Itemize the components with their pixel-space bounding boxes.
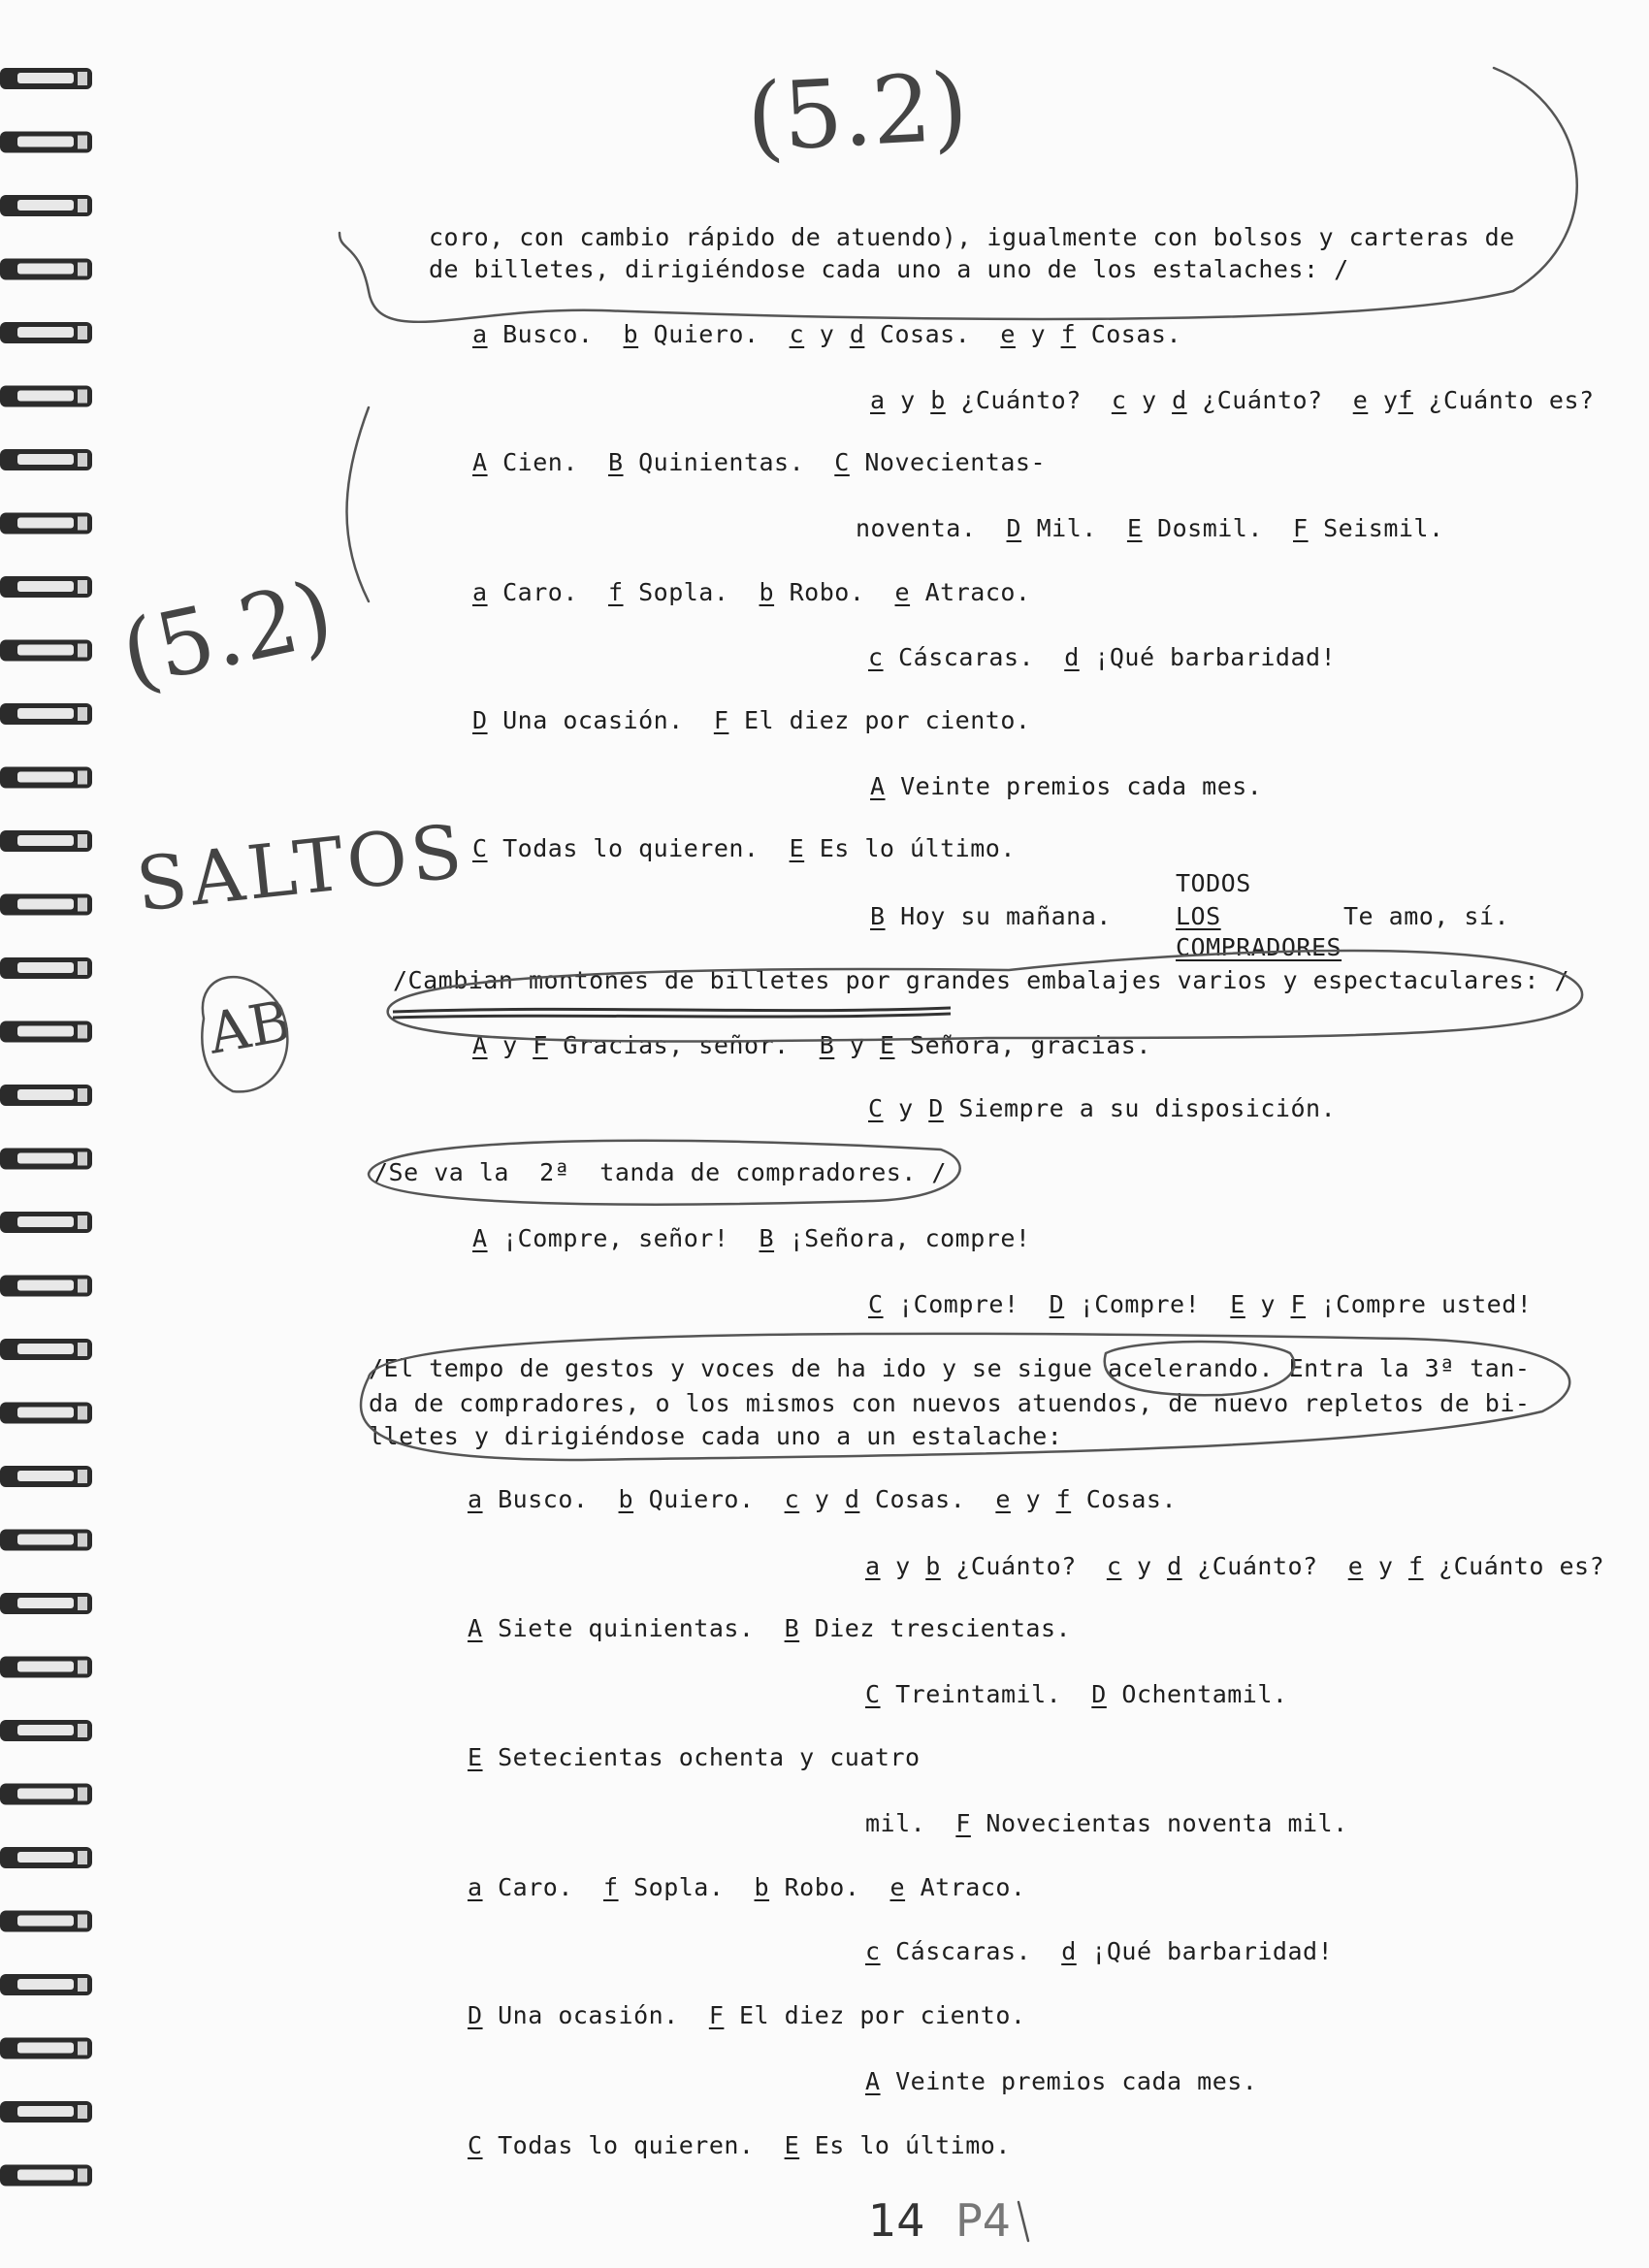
speaker-tag: e: [894, 578, 911, 606]
line-text: da de compradores, o los mismos con nuevos atuendos, de nuevo repletos de bi-: [369, 1389, 1531, 1417]
page-number: 14: [868, 2194, 925, 2247]
line-text: ¡Compre!: [883, 1290, 1050, 1318]
line-text: ¿Cuánto?: [1181, 1552, 1348, 1580]
line-text: Robo.: [774, 578, 895, 606]
line-text: ¿Cuánto?: [1186, 386, 1353, 414]
pencil-circle-ab: [202, 977, 287, 1091]
speaker-tag: a: [865, 1552, 881, 1580]
line-text: Cosas.: [864, 320, 1001, 348]
speaker-tag: LOS: [1176, 902, 1221, 930]
line-text: Novecientas noventa mil.: [970, 1809, 1348, 1837]
speaker-tag: D: [928, 1094, 944, 1122]
line-text: Hoy su mañana.: [885, 902, 1112, 930]
line-text: ¿Cuánto?: [940, 1552, 1107, 1580]
speaker-tag: b: [759, 578, 775, 606]
line-text: lletes y dirigiéndose cada uno a un estalache:: [369, 1422, 1063, 1450]
speaker-tag: e: [995, 1485, 1011, 1513]
line-text: Cosas.: [1076, 320, 1181, 348]
line-text: Busco.: [482, 1485, 619, 1513]
speaker-tag: B: [819, 1031, 835, 1059]
speaker-tag: c: [789, 320, 805, 348]
line-text: El diez por ciento.: [728, 706, 1031, 734]
line-text: ¿Cuánto es?: [1423, 1552, 1605, 1580]
line-text: y: [1368, 386, 1399, 414]
speaker-tag: A: [468, 1614, 483, 1642]
speaker-tag: b: [623, 320, 639, 348]
line-text: Veinte premios cada mes.: [885, 772, 1263, 800]
line-text: Quiero.: [633, 1485, 785, 1513]
pencil-loop-around-todos: [388, 951, 1582, 1042]
line-text: noventa.: [856, 514, 1007, 542]
line-text: Siete quinientas.: [482, 1614, 785, 1642]
line-text: y: [880, 1552, 926, 1580]
speaker-tag: D: [1049, 1290, 1065, 1318]
line-text: TODOS: [1176, 869, 1251, 897]
line-text: /Cambian montones de billetes por grandes embalajes varios y espectaculares: /: [393, 966, 1569, 994]
speaker-tag: E: [789, 834, 805, 862]
speaker-tag: E: [784, 2131, 800, 2159]
speaker-tag: F: [713, 706, 729, 734]
speaker-tag: c: [865, 1937, 881, 1965]
handwritten-section-mark-left: (5.2): [113, 561, 341, 707]
line-text: Gracias, señor.: [547, 1031, 820, 1059]
speaker-tag: D: [1006, 514, 1022, 542]
pencil-bracket-top: [340, 68, 1577, 322]
speaker-tag: e: [1000, 320, 1016, 348]
speaker-tag: f: [1055, 1485, 1072, 1513]
line-text: y: [487, 1031, 534, 1059]
speaker-tag: B: [870, 902, 886, 930]
speaker-tag: d: [1061, 1937, 1077, 1965]
line-text: Cáscaras.: [880, 1937, 1062, 1965]
line-text: Quiero.: [638, 320, 790, 348]
line-text: Dosmil.: [1142, 514, 1294, 542]
line-text: El diez por ciento.: [724, 2001, 1026, 2029]
speaker-tag: f: [1398, 386, 1413, 414]
speaker-tag: D: [468, 2001, 483, 2029]
speaker-tag: A: [865, 2067, 881, 2095]
line-text: Mil.: [1021, 514, 1127, 542]
speaker-tag: C: [865, 1680, 881, 1708]
handwritten-saltos: SALTOS: [132, 807, 470, 928]
line-text: Es lo último.: [799, 2131, 1011, 2159]
speaker-tag: e: [1352, 386, 1369, 414]
line-text: Atraco.: [910, 578, 1031, 606]
pencil-circle-acelerando: [1105, 1342, 1295, 1395]
line-text: y: [799, 1485, 845, 1513]
pencil-paren-left: [347, 407, 370, 601]
speaker-tag: A: [472, 448, 488, 476]
speaker-tag: e: [1347, 1552, 1364, 1580]
line-text: Treintamil.: [880, 1680, 1092, 1708]
speaker-tag: d: [844, 1485, 860, 1513]
line-text: y: [883, 1094, 929, 1122]
speaker-tag: d: [849, 320, 865, 348]
line-text: Todas lo quieren.: [487, 834, 790, 862]
line-text: Una ocasión.: [482, 2001, 709, 2029]
line-text: Cáscaras.: [883, 643, 1065, 671]
speaker-tag: D: [1091, 1680, 1107, 1708]
line-text: Busco.: [487, 320, 624, 348]
line-text: Veinte premios cada mes.: [880, 2067, 1258, 2095]
speaker-tag: E: [1230, 1290, 1245, 1318]
speaker-tag: c: [1106, 1552, 1122, 1580]
line-text: Señora, gracias.: [894, 1031, 1151, 1059]
line-text: /El tempo de gestos y voces de ha ido y se sigue acelerando. Entra la 3ª tan-: [369, 1354, 1531, 1382]
pencil-underline-page: [1018, 2202, 1028, 2241]
speaker-tag: c: [784, 1485, 800, 1513]
line-text: Novecientas-: [849, 448, 1046, 476]
speaker-tag: C: [468, 2131, 483, 2159]
speaker-tag: d: [1167, 1552, 1182, 1580]
handwritten-section-mark-top: (5.2): [744, 52, 971, 173]
speaker-tag: f: [607, 578, 624, 606]
line-text: ¿Cuánto es?: [1412, 386, 1595, 414]
line-text: ¡Qué barbaridad!: [1079, 643, 1337, 671]
line-text: de billetes, dirigiéndose cada uno a uno de los estalaches: /: [429, 255, 1349, 283]
line-text: Sopla.: [618, 1873, 755, 1901]
speaker-tag: A: [472, 1031, 488, 1059]
speaker-tag: F: [1290, 1290, 1307, 1318]
speaker-tag: b: [618, 1485, 634, 1513]
line-text: coro, con cambio rápido de atuendo), igualmente con bolsos y carteras de: [429, 223, 1515, 251]
speaker-tag: e: [889, 1873, 906, 1901]
speaker-tag: f: [1060, 320, 1077, 348]
line-text: Siempre a su disposición.: [943, 1094, 1337, 1122]
speaker-tag: E: [1126, 514, 1143, 542]
speaker-tag: a: [468, 1873, 483, 1901]
line-text: y: [1126, 386, 1173, 414]
line-text: ¿Cuánto?: [945, 386, 1112, 414]
speaker-tag: A: [472, 1224, 488, 1252]
speaker-tag: F: [955, 1809, 971, 1837]
speaker-tag: a: [472, 320, 488, 348]
line-text: y: [1015, 320, 1061, 348]
speaker-tag: c: [868, 643, 884, 671]
speaker-tag: d: [1064, 643, 1080, 671]
speaker-tag: f: [1407, 1552, 1424, 1580]
line-text: Cien.: [487, 448, 608, 476]
line-text: Es lo último.: [804, 834, 1016, 862]
line-text: y: [804, 320, 850, 348]
line-text: ¡Compre, señor!: [487, 1224, 760, 1252]
line-text: Cosas.: [1071, 1485, 1177, 1513]
speaker-tag: A: [870, 772, 886, 800]
line-text: Caro.: [482, 1873, 603, 1901]
line-text: Diez trescientas.: [799, 1614, 1072, 1642]
speaker-tag: E: [468, 1743, 483, 1771]
speaker-tag: E: [879, 1031, 895, 1059]
speaker-tag: C: [834, 448, 850, 476]
line-text: y: [885, 386, 931, 414]
speaker-tag: a: [472, 578, 488, 606]
speaker-tag: B: [759, 1224, 775, 1252]
speaker-tag: C: [472, 834, 488, 862]
speaker-tag: a: [468, 1485, 483, 1513]
line-text: y: [1363, 1552, 1408, 1580]
line-text: Sopla.: [623, 578, 760, 606]
line-text: /Se va la 2ª tanda de compradores. /: [373, 1158, 947, 1186]
line-text: ¡Compre!: [1064, 1290, 1231, 1318]
line-text: y: [834, 1031, 880, 1059]
speaker-tag: COMPRADORES: [1176, 933, 1342, 961]
page-number-annotation: P4: [955, 2194, 1012, 2247]
speaker-tag: b: [930, 386, 946, 414]
line-text: Atraco.: [905, 1873, 1026, 1901]
speaker-tag: C: [868, 1290, 884, 1318]
speaker-tag: f: [602, 1873, 619, 1901]
line-text: Robo.: [769, 1873, 890, 1901]
pencil-loop-second-tanda: [369, 1141, 960, 1205]
line-text: mil.: [865, 1809, 956, 1837]
strikethrough-line-2: [393, 1014, 951, 1018]
speaker-tag: D: [472, 706, 488, 734]
speaker-tag: B: [607, 448, 624, 476]
line-text: Cosas.: [859, 1485, 996, 1513]
speaker-tag: F: [708, 2001, 725, 2029]
line-text: Caro.: [487, 578, 608, 606]
strikethrough-line: [393, 1008, 951, 1012]
speaker-tag: F: [1293, 514, 1309, 542]
line-text: Ochentamil.: [1106, 1680, 1288, 1708]
line-text: ¡Señora, compre!: [774, 1224, 1031, 1252]
speaker-tag: a: [870, 386, 886, 414]
line-text: y: [1121, 1552, 1168, 1580]
speaker-tag: d: [1172, 386, 1187, 414]
line-text: Quinientas.: [623, 448, 835, 476]
line-text: Te amo, sí.: [1343, 902, 1510, 930]
line-text: Seismil.: [1308, 514, 1444, 542]
line-text: Todas lo quieren.: [482, 2131, 785, 2159]
speaker-tag: b: [925, 1552, 941, 1580]
line-text: ¡Compre usted!: [1306, 1290, 1533, 1318]
line-text: ¡Qué barbaridad!: [1076, 1937, 1334, 1965]
line-text: Setecientas ochenta y cuatro: [482, 1743, 921, 1771]
line-text: y: [1010, 1485, 1056, 1513]
speaker-tag: c: [1111, 386, 1127, 414]
speaker-tag: b: [754, 1873, 770, 1901]
speaker-tag: F: [533, 1031, 548, 1059]
line-text: Una ocasión.: [487, 706, 714, 734]
speaker-tag: C: [868, 1094, 884, 1122]
handwritten-circled-mark: AB: [203, 988, 296, 1067]
speaker-tag: B: [784, 1614, 800, 1642]
pencil-loop-paragraph: [361, 1334, 1569, 1460]
line-text: y: [1245, 1290, 1291, 1318]
